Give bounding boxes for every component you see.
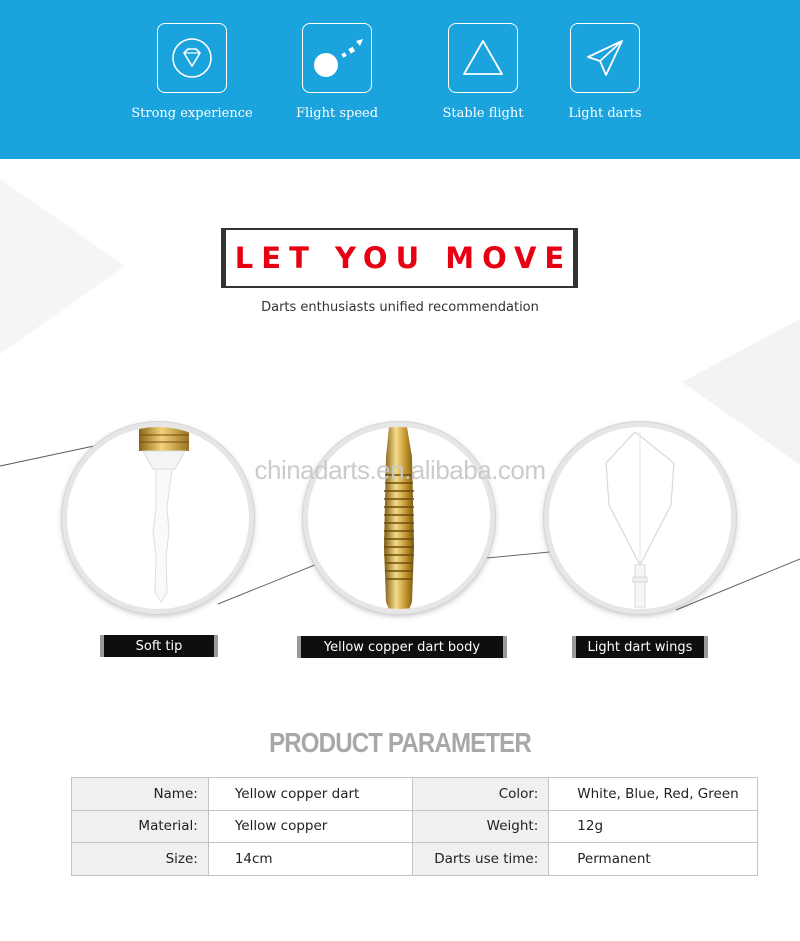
dart-body-label: Yellow copper dart body (297, 636, 507, 658)
dart-body-image (303, 422, 495, 614)
table-row (72, 810, 758, 843)
speed-ball-icon (302, 23, 372, 93)
param-key: Darts use time: (413, 843, 549, 876)
parameter-table (71, 777, 758, 876)
paper-plane-icon (570, 23, 640, 93)
param-value: Yellow copper dart (208, 778, 413, 811)
feature-flight-speed (262, 23, 412, 121)
feature-light-darts (530, 23, 680, 121)
param-value: White, Blue, Red, Green (549, 778, 758, 811)
dart-wing-image (544, 422, 736, 614)
soft-tip-image (62, 422, 254, 614)
feature-label: Light darts (568, 106, 642, 121)
parameter-title: PRODUCT PARAMETER (269, 727, 531, 758)
diamond-icon (157, 23, 227, 93)
headline-banner (221, 228, 578, 288)
soft-tip-label: Soft tip (100, 635, 218, 657)
table-row (72, 778, 758, 811)
table-row (72, 843, 758, 876)
feature-label: Stable flight (442, 106, 524, 121)
param-key: Name: (72, 778, 209, 811)
param-key: Size: (72, 843, 209, 876)
feature-label: Flight speed (295, 106, 379, 121)
param-value: 12g (549, 810, 758, 843)
feature-banner (0, 0, 800, 159)
triangle-icon (448, 23, 518, 93)
headline-title: LET YOU MOVE (234, 241, 573, 275)
feature-label: Strong experience (131, 106, 253, 121)
param-value: Permanent (549, 843, 758, 876)
param-key: Color: (413, 778, 549, 811)
watermark-text: chinadarts.en.alibaba.com (254, 455, 546, 485)
param-value: 14cm (208, 843, 413, 876)
param-key: Weight: (413, 810, 549, 843)
param-key: Material: (72, 810, 209, 843)
feature-strong-experience (117, 23, 267, 121)
headline-subtitle: Darts enthusiasts unified recommendation (261, 300, 539, 315)
param-value: Yellow copper (208, 810, 413, 843)
dart-wings-label: Light dart wings (572, 636, 708, 658)
